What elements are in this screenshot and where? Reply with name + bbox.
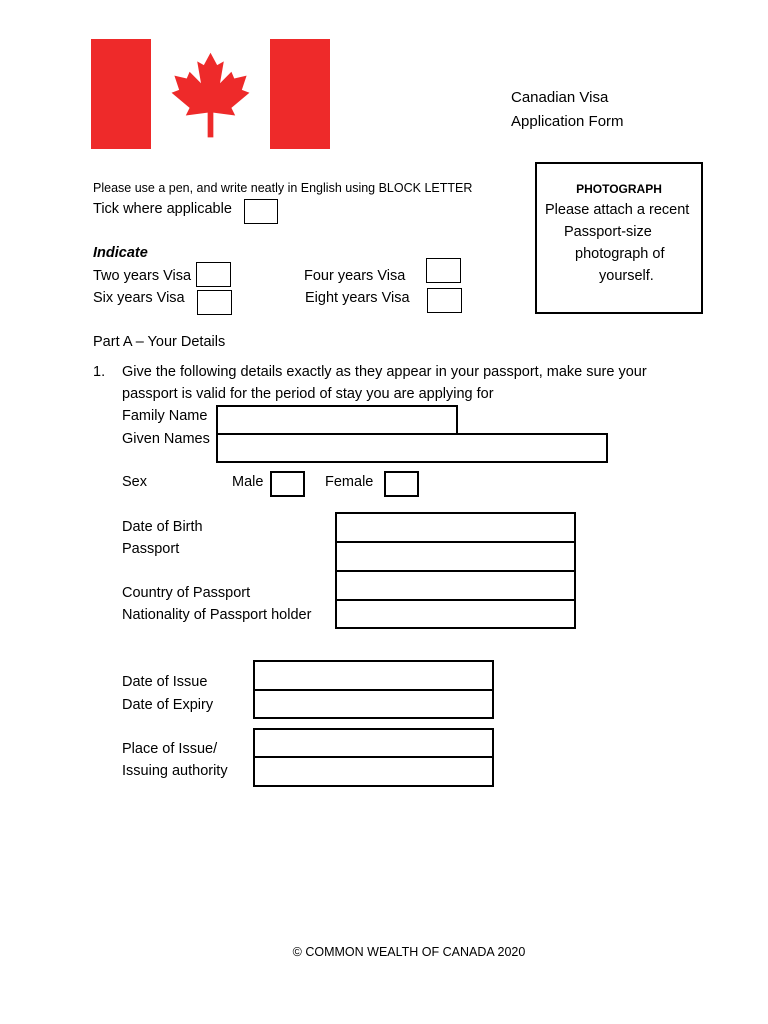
flag-left-band [91, 39, 151, 149]
two-years-visa-label: Two years Visa [93, 268, 192, 284]
passport-field[interactable] [335, 541, 576, 572]
country-of-passport-field[interactable] [335, 570, 576, 601]
question-1-text-line1: Give the following details exactly as they appear in your passport, make sure your [122, 364, 647, 380]
form-title-line1: Canadian Visa [511, 89, 609, 106]
photo-instruction-line: Passport-size [564, 224, 652, 240]
country-of-passport-label: Country of Passport [122, 585, 251, 601]
date-of-expiry-field[interactable] [253, 689, 494, 719]
sex-label: Sex [122, 474, 147, 490]
passport-label: Passport [122, 541, 180, 557]
issuing-authority-field[interactable] [253, 756, 494, 787]
form-title-line2: Application Form [511, 113, 624, 130]
date-of-issue-label: Date of Issue [122, 674, 208, 690]
part-a-heading: Part A – Your Details [93, 334, 226, 350]
nationality-label: Nationality of Passport holder [122, 607, 312, 623]
date-of-issue-field[interactable] [253, 660, 494, 691]
female-checkbox[interactable] [384, 471, 419, 497]
eight-years-visa-label: Eight years Visa [305, 290, 410, 306]
question-1-text-line2: passport is valid for the period of stay you are applying for [122, 386, 494, 402]
place-of-issue-field[interactable] [253, 728, 494, 758]
given-names-label: Given Names [122, 431, 210, 447]
photograph-box[interactable] [535, 162, 703, 314]
given-names-field[interactable] [216, 433, 608, 463]
nationality-field[interactable] [335, 599, 576, 629]
photo-instruction-line: Please attach a recent [545, 202, 690, 218]
male-label: Male [232, 474, 264, 490]
family-name-label: Family Name [122, 408, 208, 424]
indicate-heading: Indicate [93, 245, 148, 261]
tick-example-checkbox[interactable] [244, 199, 278, 224]
six-years-visa-label: Six years Visa [93, 290, 185, 306]
dob-label: Date of Birth [122, 519, 203, 535]
photo-instruction-line: photograph of [575, 246, 665, 262]
maple-leaf-icon [163, 49, 258, 144]
flag-right-band [270, 39, 330, 149]
tick-instruction: Tick where applicable [93, 201, 232, 217]
date-of-expiry-label: Date of Expiry [122, 697, 214, 713]
four-years-visa-checkbox[interactable] [426, 258, 461, 283]
four-years-visa-label: Four years Visa [304, 268, 406, 284]
issuing-authority-label: Issuing authority [122, 763, 228, 779]
place-of-issue-label: Place of Issue/ [122, 741, 218, 757]
copyright-footer: © COMMON WEALTH OF CANADA 2020 [292, 945, 526, 959]
eight-years-visa-checkbox[interactable] [427, 288, 462, 313]
male-checkbox[interactable] [270, 471, 305, 497]
six-years-visa-checkbox[interactable] [197, 290, 232, 315]
instruction-text: Please use a pen, and write neatly in English using BLOCK LETTER [93, 181, 473, 195]
two-years-visa-checkbox[interactable] [196, 262, 231, 287]
canada-flag [91, 39, 330, 149]
female-label: Female [325, 474, 374, 490]
question-number: 1. [93, 364, 106, 380]
family-name-field[interactable] [216, 405, 458, 435]
photo-instruction-line: yourself. [599, 268, 654, 284]
dob-field[interactable] [335, 512, 576, 543]
photograph-title: PHOTOGRAPH [576, 182, 662, 196]
